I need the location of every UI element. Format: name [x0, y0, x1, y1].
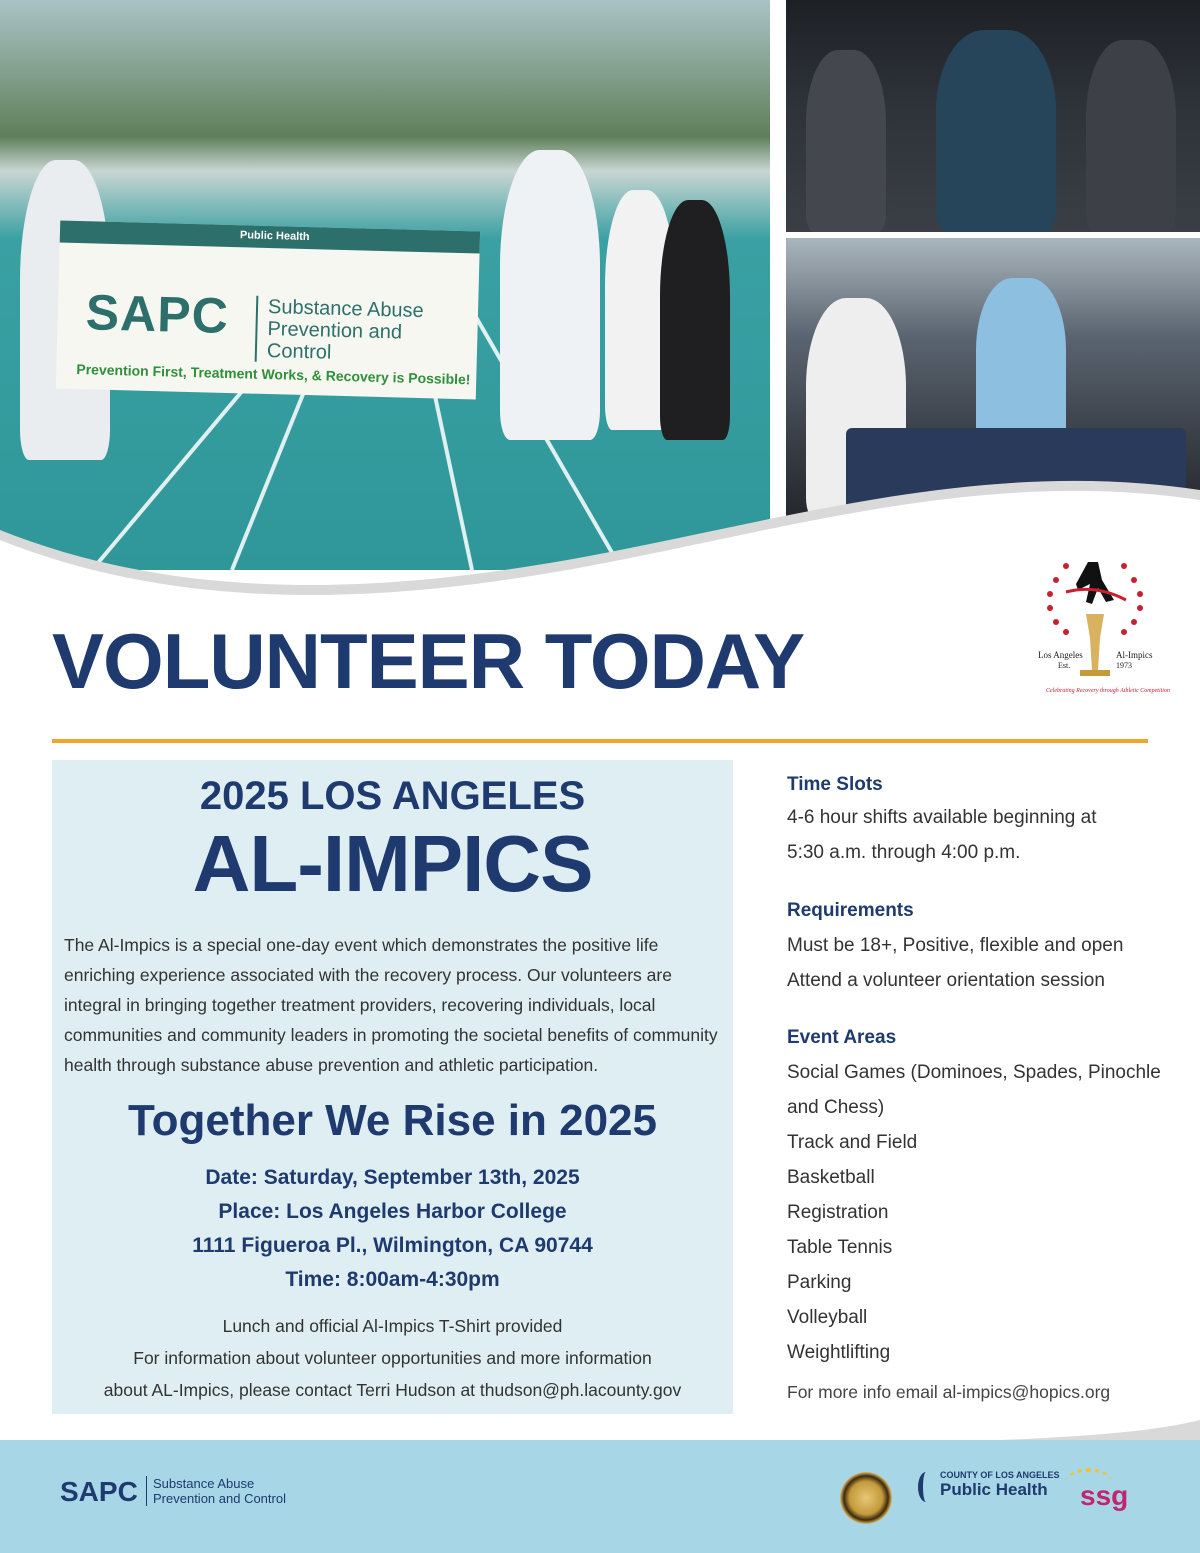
county-seal-icon: [840, 1472, 892, 1524]
contact-info-line2: about AL-Impics, please contact Terri Hudson at thudson@ph.lacounty.gov: [103, 1380, 682, 1400]
event-info-panel: [52, 760, 733, 1414]
lunch-note: Lunch and official Al-Impics T-Shirt provided: [222, 1316, 563, 1336]
al-impics-logo: [1036, 540, 1170, 720]
event-place: Place: Los Angeles Harbor College: [218, 1200, 567, 1223]
panel-subtitle: 2025 LOS ANGELES: [199, 774, 586, 818]
time-slots-line1: 4-6 hour shifts available beginning at: [787, 807, 1097, 828]
event-area-item: Table Tennis: [787, 1237, 893, 1258]
logo-text-right: Al-Impics: [1116, 650, 1153, 660]
headline: VOLUNTEER TODAY: [52, 617, 805, 705]
footer-sapc-logo: SAPC: [60, 1476, 138, 1507]
panel-title: AL-IMPICS: [192, 819, 593, 908]
event-area-item: Weightlifting: [787, 1342, 891, 1363]
person: [1086, 40, 1176, 232]
marcher: [660, 200, 730, 440]
public-health-swoosh-icon: [918, 1472, 934, 1502]
public-health-name: Public Health: [940, 1480, 1048, 1499]
sapc-banner: [56, 221, 480, 400]
public-health-county: COUNTY OF LOS ANGELES: [940, 1470, 1060, 1480]
banner-header: Public Health: [239, 229, 310, 244]
event-area-item: and Chess): [787, 1097, 885, 1118]
contact-info-line1: For information about volunteer opportunities and more information: [133, 1348, 652, 1368]
footer-sapc-subtitle: [146, 1476, 286, 1506]
event-area-item: Parking: [787, 1272, 852, 1293]
event-area-item: Social Games (Dominoes, Spades, Pinochle: [787, 1062, 1161, 1083]
ssg-logo: ssg: [1080, 1480, 1129, 1511]
time-slots-heading: Time Slots: [787, 774, 883, 795]
event-time: Time: 8:00am-4:30pm: [285, 1268, 500, 1291]
public-health-logo: [918, 1470, 1060, 1500]
panel-description: The Al-Impics is a special one-day event which demonstrates the positive life enriching experience associated with the recovery process. Our volunteers are integral in bringing together treatment providers, recovering individuals, local communities and community leaders in promoting the societal benefits of community health through substance abuse prevention and athletic participation.: [64, 935, 718, 1075]
logo-year: 1973: [1116, 661, 1132, 670]
logo-est: Est.: [1058, 661, 1071, 670]
marcher: [500, 150, 600, 440]
footer-sapc-sub-line1: Substance Abuse: [153, 1476, 255, 1491]
event-address: 1111 Figueroa Pl., Wilmington, CA 90744: [192, 1234, 593, 1257]
requirement-item: Attend a volunteer orientation session: [787, 970, 1105, 991]
event-area-item: Volleyball: [787, 1307, 868, 1328]
more-info-email: For more info email al-impics@hopics.org: [787, 1382, 1111, 1402]
event-date: Date: Saturday, September 13th, 2025: [205, 1166, 580, 1189]
headline-rule: [52, 739, 1148, 743]
time-slots-line2: 5:30 a.m. through 4:00 p.m.: [787, 842, 1021, 863]
logo-text-left: Los Angeles: [1038, 650, 1083, 660]
panel-slogan: Together We Rise in 2025: [128, 1096, 657, 1145]
event-areas-heading: Event Areas: [787, 1027, 897, 1048]
person: [936, 30, 1056, 232]
person: [806, 50, 886, 232]
wave-divider: [0, 440, 1200, 620]
banner-tagline: Prevention First, Treatment Works, & Recovery is Possible!: [76, 361, 471, 388]
footer-sapc-sub-line2: Prevention and Control: [153, 1491, 286, 1506]
event-photo-crowd: [786, 0, 1200, 232]
footer: [0, 1440, 1200, 1553]
logo-tagline: Celebrating Recovery through Athletic Competition: [1046, 688, 1170, 694]
event-area-item: Registration: [787, 1202, 889, 1223]
banner-sapc: SAPC: [85, 284, 230, 344]
requirement-item: Must be 18+, Positive, flexible and open: [787, 935, 1124, 956]
event-area-item: Track and Field: [787, 1132, 918, 1153]
requirements-heading: Requirements: [787, 900, 914, 921]
banner-subtitle: Substance Abuse Prevention and Control: [255, 296, 469, 368]
event-area-item: Basketball: [787, 1167, 875, 1188]
